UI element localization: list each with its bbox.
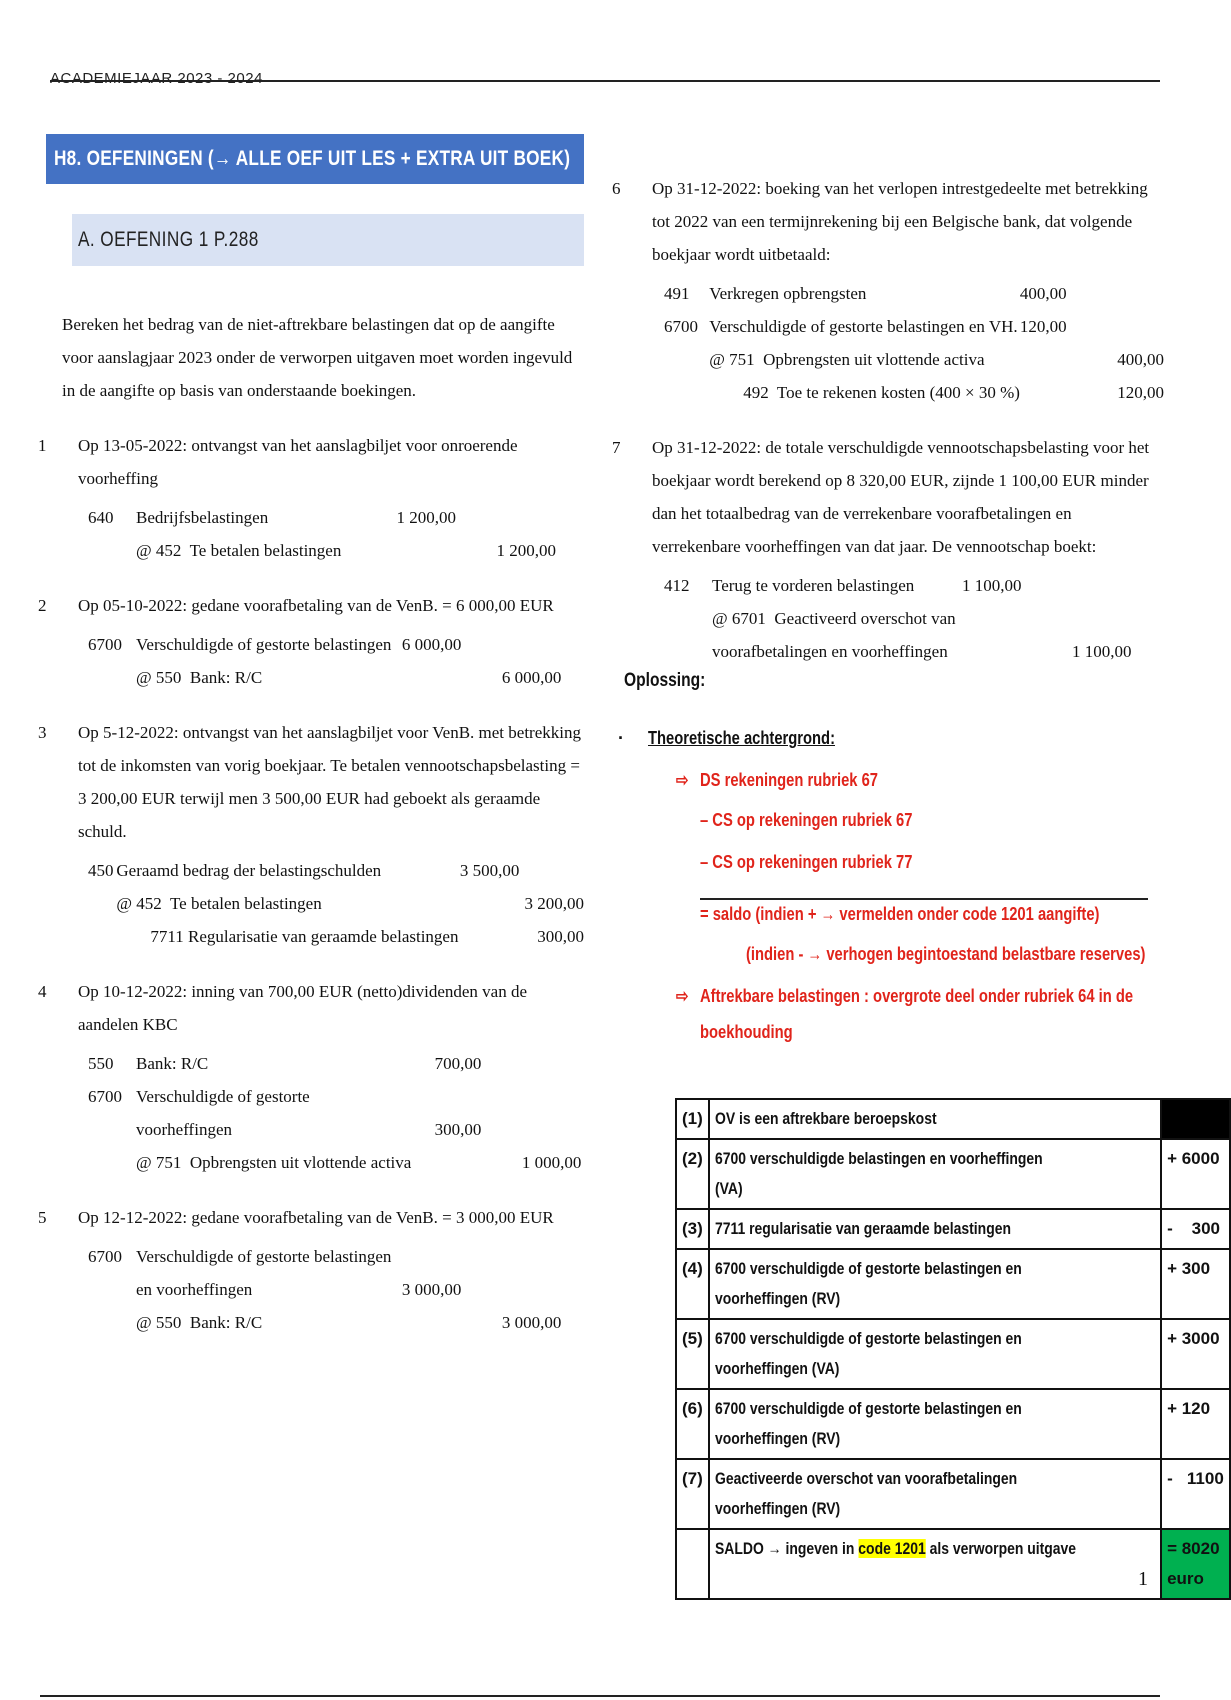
entry-acc: 6700 [88, 634, 122, 654]
entry-desc: Verkregen opbrengsten [709, 283, 867, 303]
theory-line-4: = saldo (indien + → vermelden onder code 1201 aangifte) [700, 904, 1100, 924]
exercise-text [38, 975, 584, 1041]
entry-debit: 120,00 [1019, 316, 1067, 336]
exercise-description: Op 5-12-2022: ontvangst van het aanslagbiljet voor VenB. met betrekking tot de inkomsten van vorig boekjaar. Te betalen vennootschapsbelasting = 3 200,00 EUR terwijl men 3 500,00 EUR had geboekt als geraamde schuld. [78, 723, 581, 841]
exercise-number: 6 [612, 179, 621, 198]
footer-rule [40, 1695, 1160, 1697]
theory-line-3: – CS op rekeningen rubriek 77 [700, 852, 913, 872]
calc-row [676, 1319, 1230, 1389]
theory-line-1: DS rekeningen rubriek 67 [700, 770, 879, 790]
exercise-1 [38, 429, 584, 567]
entry-credit [456, 501, 556, 534]
exercise-description: Op 12-12-2022: gedane voorafbetaling van de VenB. = 3 000,00 EUR [78, 1208, 554, 1227]
exercise-intro: Bereken het bedrag van de niet-aftrekbare belastingen dat op de aangifte voor aanslagjaar 2023 onder de verworpen uitgaven moet worden ingevuld in de aangifte op basis van onderstaande boekingen. [62, 315, 573, 400]
entry-desc: @ 452 Te betalen belastingen [136, 540, 342, 560]
calc-row-number: (3) [676, 1209, 709, 1249]
entry-acc [88, 1273, 136, 1306]
entry-credit: 3 000,00 [501, 1312, 562, 1332]
entry-debit [391, 1240, 461, 1273]
journal-row [88, 661, 561, 694]
journal-entry [664, 569, 1132, 668]
entry-credit [481, 1080, 581, 1113]
right-exercises [612, 172, 1164, 668]
journal-entry [88, 1047, 581, 1179]
exercise-number: 2 [38, 596, 47, 615]
calc-row [676, 1139, 1230, 1209]
entry-desc: Verschuldigde of gestorte belastingen [136, 634, 392, 654]
entry-debit [1020, 376, 1067, 409]
journal-row [88, 1240, 561, 1273]
entry-desc: @ 550 Bank: R/C [136, 667, 263, 687]
entry-acc [664, 635, 712, 668]
calc-row-value: + 6000 [1161, 1139, 1230, 1209]
entry-credit: 1 100,00 [1072, 641, 1132, 661]
calc-row [676, 1209, 1230, 1249]
entry-acc [664, 343, 709, 376]
entry-credit [1067, 277, 1164, 310]
entry-credit: 120,00 [1117, 382, 1164, 402]
calc-row-description: 6700 verschuldigde belastingen en voorheffingen (VA) [709, 1139, 1161, 1209]
journal-row [88, 1080, 581, 1113]
entry-acc [88, 661, 136, 694]
entry-debit: 700,00 [434, 1053, 482, 1073]
exercise-description: Op 10-12-2022: inning van 700,00 EUR (netto)dividenden van de aandelen KBC [78, 982, 528, 1034]
calc-row-description: Geactiveerde overschot van voorafbetalingen voorheffingen (RV) [709, 1459, 1161, 1529]
entry-debit: 300,00 [434, 1119, 482, 1139]
saldo-code-highlight: code 1201 [858, 1539, 926, 1558]
journal-row [88, 920, 584, 953]
theory-line-2: – CS op rekeningen rubriek 67 [700, 810, 913, 830]
entry-credit [461, 628, 561, 661]
exercise-text [612, 431, 1164, 563]
entry-acc: 640 [88, 507, 114, 527]
entry-acc [88, 887, 116, 920]
journal-row [88, 501, 556, 534]
calc-row-value: + 300 [1161, 1249, 1230, 1319]
entry-credit [481, 1047, 581, 1080]
exercise-6 [612, 172, 1164, 409]
entry-acc [88, 1113, 136, 1146]
exercise-number: 7 [612, 438, 621, 457]
journal-row [88, 887, 584, 920]
arrow-icon: ⇨ [676, 986, 689, 1006]
saldo-value: = 8020 euro [1161, 1529, 1230, 1599]
journal-row [664, 376, 1164, 409]
page-number: 1 [1138, 1568, 1148, 1590]
entry-debit: 3 500,00 [459, 860, 520, 880]
journal-row [664, 569, 1132, 602]
saldo-suffix: als verworpen uitgave [925, 1539, 1076, 1558]
entry-debit [411, 1146, 481, 1179]
calc-row-number: (7) [676, 1459, 709, 1529]
exercise-text [38, 429, 584, 495]
exercise-description: Op 31-12-2022: boeking van het verlopen intrestgedeelte met betrekking tot 2022 van een termijnrekening bij een Belgische bank, dat volgende boekjaar wordt uitbetaald: [652, 179, 1148, 264]
calc-row [676, 1459, 1230, 1529]
right-column [612, 150, 1164, 668]
entry-credit [1022, 602, 1132, 635]
entry-desc: @ 452 Te betalen belastingen [116, 893, 322, 913]
entry-desc: Terug te vorderen belastingen [712, 575, 915, 595]
calc-row-number: (6) [676, 1389, 709, 1459]
exercise-description: Op 05-10-2022: gedane voorafbetaling van de VenB. = 6 000,00 EUR [78, 596, 554, 615]
entry-desc: voorafbetalingen en voorheffingen [712, 641, 948, 661]
journal-entry [88, 1240, 561, 1339]
entry-debit: 1 200,00 [396, 507, 456, 527]
left-exercises [38, 429, 584, 1339]
exercise-text [612, 172, 1164, 271]
exercise-description: Op 13-05-2022: ontvangst van het aanslagbiljet voor onroerende voorheffing [78, 436, 518, 488]
theory-section [618, 728, 1148, 749]
entry-acc [88, 1306, 136, 1339]
exercise-text [38, 589, 584, 622]
entry-credit [481, 1113, 581, 1146]
calc-row-value [1161, 1099, 1230, 1139]
exercise-subtitle: A. OEFENING 1 P.288 [72, 214, 584, 266]
entry-credit [1022, 569, 1132, 602]
exercise-number: 5 [38, 1208, 47, 1227]
saldo-empty-cell [676, 1529, 709, 1599]
entry-desc: Verschuldigde of gestorte belastingen [136, 1246, 392, 1266]
entry-desc: @ 751 Opbrengsten uit vlottende activa [136, 1152, 412, 1172]
exercise-5 [38, 1201, 584, 1339]
journal-row [664, 602, 1132, 635]
journal-row [664, 310, 1164, 343]
exercise-4 [38, 975, 584, 1179]
theory-line-5: (indien - → verhogen begintoestand belastbare reserves) [746, 944, 1146, 964]
entry-debit: 1 100,00 [962, 575, 1022, 595]
calc-row [676, 1389, 1230, 1459]
calc-row-value: + 3000 [1161, 1319, 1230, 1389]
journal-row [664, 277, 1164, 310]
exercise-text [38, 716, 584, 848]
solution-label: Oplossing: [624, 670, 706, 691]
entry-credit [461, 1273, 561, 1306]
calc-row-number: (1) [676, 1099, 709, 1139]
theory-title: Theoretische achtergrond: [648, 728, 835, 748]
journal-row [88, 854, 584, 887]
entry-acc [88, 920, 116, 953]
entry-acc: 550 [88, 1053, 114, 1073]
entry-desc: Verschuldigde of gestorte [136, 1086, 310, 1106]
entry-credit: 3 200,00 [524, 893, 584, 913]
calc-row-number: (2) [676, 1139, 709, 1209]
journal-entry [664, 277, 1164, 409]
entry-credit [1067, 310, 1164, 343]
entry-debit [458, 920, 519, 953]
entry-acc: 412 [664, 575, 690, 595]
entry-debit: 3 000,00 [401, 1279, 462, 1299]
calc-row-value: - 300 [1161, 1209, 1230, 1249]
academic-year-header: ACADEMIEJAAR 2023 - 2024 [50, 70, 263, 87]
entry-debit [962, 635, 1022, 668]
journal-entry [88, 628, 561, 694]
exercise-text [38, 1201, 584, 1234]
sum-rule [700, 898, 1148, 900]
entry-desc: @ 751 Opbrengsten uit vlottende activa [709, 349, 985, 369]
entry-debit [391, 661, 461, 694]
entry-desc: Bedrijfsbelastingen [136, 507, 269, 527]
entry-debit: 6 000,00 [401, 634, 462, 654]
entry-debit [458, 887, 519, 920]
exercise-number: 4 [38, 982, 47, 1001]
entry-acc [88, 534, 136, 567]
entry-desc: Verschuldigde of gestorte belastingen en VH. [709, 316, 1018, 336]
entry-credit: 400,00 [1117, 349, 1164, 369]
theory-line-7: boekhouding [700, 1022, 793, 1042]
entry-desc: 7711 Regularisatie van geraamde belastingen [116, 926, 459, 946]
calc-row-value: + 120 [1161, 1389, 1230, 1459]
journal-entry [88, 501, 556, 567]
exercise-7 [612, 431, 1164, 668]
entry-acc [88, 1146, 136, 1179]
calc-row-description: 6700 verschuldigde of gestorte belastingen en voorheffingen (RV) [709, 1249, 1161, 1319]
section-title: H8. OEFENINGEN (→ ALLE OEF UIT LES + EXTRA UIT BOEK) [46, 134, 584, 184]
entry-desc: @ 550 Bank: R/C [136, 1312, 263, 1332]
calc-row [676, 1249, 1230, 1319]
entry-credit: 300,00 [537, 926, 584, 946]
journal-row [664, 343, 1164, 376]
exercise-number: 1 [38, 436, 47, 455]
entry-desc: Geraamd bedrag der belastingschulden [116, 860, 382, 880]
journal-row [88, 1113, 581, 1146]
calc-row-number: (4) [676, 1249, 709, 1319]
entry-desc: en voorheffingen [136, 1279, 253, 1299]
calc-row-number: (5) [676, 1319, 709, 1389]
entry-debit [1020, 343, 1067, 376]
journal-row [88, 1047, 581, 1080]
entry-acc: 6700 [88, 1246, 122, 1266]
calc-row-description: 6700 verschuldigde of gestorte belastingen en voorheffingen (VA) [709, 1319, 1161, 1389]
entry-acc: 6700 [664, 316, 698, 336]
entry-acc: 6700 [88, 1086, 122, 1106]
journal-row [88, 1146, 581, 1179]
entry-debit [386, 534, 456, 567]
calc-row-description: 6700 verschuldigde of gestorte belastingen en voorheffingen (RV) [709, 1389, 1161, 1459]
calculation-table [675, 1098, 1231, 1600]
entry-debit [391, 1306, 461, 1339]
entry-desc: voorheffingen [136, 1119, 232, 1139]
journal-row [88, 1306, 561, 1339]
calc-row-value: - 1100 [1161, 1459, 1230, 1529]
saldo-prefix: SALDO → ingeven in [714, 1539, 859, 1558]
entry-desc: Bank: R/C [136, 1053, 209, 1073]
entry-desc: @ 6701 Geactiveerd overschot van [712, 608, 956, 628]
exercise-3 [38, 716, 584, 953]
calc-row-description: 7711 regularisatie van geraamde belastingen [709, 1209, 1161, 1249]
entry-debit [962, 602, 1022, 635]
exercise-number: 3 [38, 723, 47, 742]
saldo-label [709, 1529, 1161, 1599]
exercise-description: Op 31-12-2022: de totale verschuldigde vennootschapsbelasting voor het boekjaar wordt berekend op 8 320,00 EUR, zijnde 1 100,00 EUR minder dan het totaalbedrag van de verrekenbare voorafbetalingen en verrekenbare voorheffingen van dat jaar. De vennootschap boekt: [652, 438, 1150, 556]
entry-credit [519, 854, 584, 887]
entry-credit: 1 000,00 [521, 1152, 582, 1172]
left-column [38, 134, 584, 1339]
entry-credit [461, 1240, 561, 1273]
exercise-2 [38, 589, 584, 694]
calc-row [676, 1099, 1230, 1139]
header-rule [50, 80, 1160, 82]
entry-acc: 491 [664, 283, 690, 303]
journal-row [88, 534, 556, 567]
journal-entry [88, 854, 584, 953]
bullet-dot: · [618, 728, 624, 748]
entry-acc [664, 602, 712, 635]
entry-credit: 1 200,00 [496, 540, 556, 560]
entry-debit [411, 1080, 481, 1113]
journal-row [88, 1273, 561, 1306]
journal-row [664, 635, 1132, 668]
journal-row [88, 628, 561, 661]
calc-row-description: OV is een aftrekbare beroepskost [709, 1099, 1161, 1139]
entry-credit: 6 000,00 [501, 667, 562, 687]
theory-line-6: Aftrekbare belastingen : overgrote deel onder rubriek 64 in de [700, 986, 1134, 1006]
entry-acc [664, 376, 709, 409]
entry-desc: 492 Toe te rekenen kosten (400 × 30 %) [709, 382, 1020, 402]
entry-acc: 450 [88, 860, 114, 880]
arrow-icon: ⇨ [676, 770, 689, 790]
entry-debit: 400,00 [1019, 283, 1067, 303]
